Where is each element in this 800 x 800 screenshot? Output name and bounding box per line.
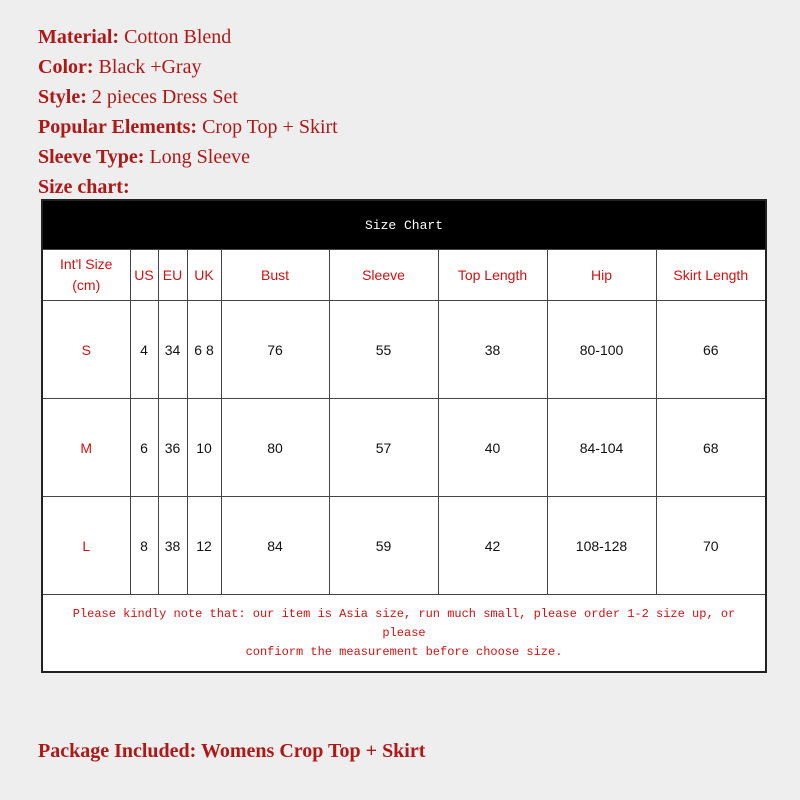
size-note-line2: confiorm the measurement before choose size. [245,644,563,659]
cell-size: L [42,497,130,595]
cell-sleeve: 57 [329,399,438,497]
spec-popular-elements [38,112,338,142]
size-chart-table [41,199,767,673]
header-uk: UK [187,250,221,301]
spec-key: Popular Elements: [38,116,198,138]
table-header-row [42,250,766,301]
table-row [42,301,766,399]
header-bust: Bust [221,250,329,301]
package-included: Package Included: Womens Crop Top + Skirt [38,740,426,762]
spec-value: Black +Gray [98,56,202,78]
spec-value: 2 pieces Dress Set [91,86,238,108]
size-note [42,595,766,673]
header-skirt-length: Skirt Length [656,250,766,301]
cell-us: 4 [130,301,158,399]
table-row [42,497,766,595]
spec-color [38,52,338,82]
header-us: US [130,250,158,301]
header-intl-size [42,250,130,301]
spec-key: Color: [38,56,94,78]
spec-sleeve-type [38,142,338,172]
table-note-row [42,595,766,673]
cell-skirt-length: 66 [656,301,766,399]
cell-top-length: 40 [438,399,547,497]
header-sleeve: Sleeve [329,250,438,301]
spec-material [38,22,338,52]
table-row [42,399,766,497]
header-top-length: Top Length [438,250,547,301]
cell-top-length: 42 [438,497,547,595]
header-eu: EU [158,250,187,301]
spec-style [38,82,338,112]
cell-uk: 6 8 [187,301,221,399]
cell-sleeve: 59 [329,497,438,595]
header-intl-size-line2: (cm) [72,277,101,293]
spec-value: Long Sleeve [149,146,250,168]
cell-bust: 80 [221,399,329,497]
size-chart-label: Size chart: [38,176,130,198]
cell-eu: 34 [158,301,187,399]
cell-eu: 36 [158,399,187,497]
cell-us: 6 [130,399,158,497]
cell-us: 8 [130,497,158,595]
product-specs [38,22,338,172]
spec-key: Sleeve Type: [38,146,145,168]
cell-bust: 84 [221,497,329,595]
size-note-line1: Please kindly note that: our item is Asia size, run much small, please order 1-2 size up, or please [72,606,736,640]
cell-bust: 76 [221,301,329,399]
cell-uk: 12 [187,497,221,595]
cell-top-length: 38 [438,301,547,399]
cell-size: S [42,301,130,399]
spec-key: Material: [38,26,120,48]
cell-hip: 108-128 [547,497,656,595]
cell-size: M [42,399,130,497]
table-title: Size Chart [42,200,766,250]
cell-sleeve: 55 [329,301,438,399]
cell-hip: 84-104 [547,399,656,497]
header-hip: Hip [547,250,656,301]
cell-skirt-length: 68 [656,399,766,497]
table-title-row [42,200,766,250]
cell-skirt-length: 70 [656,497,766,595]
cell-uk: 10 [187,399,221,497]
cell-eu: 38 [158,497,187,595]
header-intl-size-line1: Int'l Size [60,256,113,272]
spec-value: Crop Top + Skirt [202,116,338,138]
spec-key: Style: [38,86,87,108]
spec-value: Cotton Blend [124,26,232,48]
cell-hip: 80-100 [547,301,656,399]
